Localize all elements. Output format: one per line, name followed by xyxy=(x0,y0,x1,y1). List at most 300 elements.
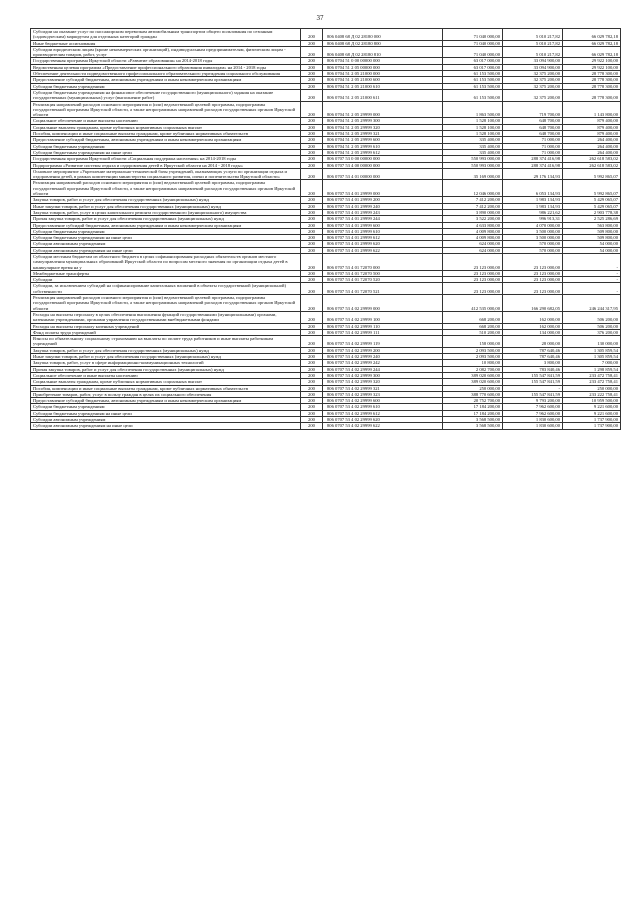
row-approved-amount-cell: 389 020 600,00 xyxy=(443,372,503,378)
row-code-cell: 200 xyxy=(301,235,323,241)
row-classification-code-cell: 806 0707 53 4 02 29999 000 xyxy=(323,295,443,312)
row-code-cell: 200 xyxy=(301,124,323,130)
row-unexecuted-amount-cell: 1 305 859,54 xyxy=(563,354,621,360)
row-approved-amount-cell: 63 017 000,00 xyxy=(443,64,503,70)
row-code-cell: 200 xyxy=(301,311,323,323)
row-unexecuted-amount-cell: 264 400,00 xyxy=(563,137,621,143)
row-name-cell: Закупка товаров, работ и услуг для обеспечения государственных (муниципальных) нужд xyxy=(31,197,301,203)
row-unexecuted-amount-cell: 5 429 065,07 xyxy=(563,203,621,209)
row-executed-amount-cell: 5 010 217,82 xyxy=(503,29,563,41)
row-name-cell: Социальное обеспечение и иные выплаты населению xyxy=(31,372,301,378)
row-classification-code-cell: 806 0707 53 4 01 29999 612 xyxy=(323,235,443,241)
row-executed-amount-cell: 28 000,00 xyxy=(503,336,563,348)
row-name-cell: Субсидии xyxy=(31,277,301,283)
row-executed-amount-cell: 134 000,00 xyxy=(503,329,563,335)
row-classification-code-cell: 806 0707 53 4 01 29999 200 xyxy=(323,197,443,203)
row-classification-code-cell: 806 0408 68 Д 02 28180 000 xyxy=(323,29,443,41)
row-executed-amount-cell: 288 374 416,98 xyxy=(503,156,563,162)
row-approved-amount-cell: 3 890 000,00 xyxy=(443,209,503,215)
row-name-cell: Иные бюджетные ассигнования xyxy=(31,40,301,46)
row-name-cell: Субсидии юридическим лицам (кроме некоммерческих организаций), индивидуальным предпринимателям, физическим лицам - производителям товаров, работ, услуг xyxy=(31,46,301,58)
row-executed-amount-cell: 9 793 200,00 xyxy=(503,398,563,404)
row-name-cell: Субсидии бюджетным учреждениям на финансовое обеспечение государственного (муниципального) задания на оказание государственных (муниципальных) услуг (выполнение работ) xyxy=(31,89,301,101)
row-code-cell: 200 xyxy=(301,404,323,410)
row-name-cell: Предоставление субсидий бюджетным, автономным учреждениям и иным некоммерческим организациям xyxy=(31,222,301,228)
row-code-cell: 200 xyxy=(301,329,323,335)
row-code-cell: 200 xyxy=(301,423,323,429)
row-approved-amount-cell: 71 040 000,00 xyxy=(443,40,503,46)
row-unexecuted-amount-cell: 2 903 778,38 xyxy=(563,209,621,215)
row-name-cell: Субсидии на оказание услуг по пассажирским перевозкам автомобильным транспортом общего пользования по сезонным (садоводческим) маршрутам для отдельных категорий граждан xyxy=(31,29,301,41)
row-executed-amount-cell: 7 962 600,00 xyxy=(503,404,563,410)
row-unexecuted-amount-cell: 5 992 865,07 xyxy=(563,180,621,197)
row-approved-amount-cell: 624 000,00 xyxy=(443,241,503,247)
row-approved-amount-cell: 23 123 000,00 xyxy=(443,283,503,295)
row-approved-amount-cell: 63 017 000,00 xyxy=(443,58,503,64)
row-unexecuted-amount-cell: 5 992 865,07 xyxy=(563,168,621,180)
row-classification-code-cell: 806 0707 53 4 02 29999 100 xyxy=(323,311,443,323)
row-code-cell: 200 xyxy=(301,283,323,295)
row-code-cell: 200 xyxy=(301,323,323,329)
row-unexecuted-amount-cell: 66 029 782,18 xyxy=(563,29,621,41)
row-unexecuted-amount-cell: 29 922 100,00 xyxy=(563,64,621,70)
row-code-cell: 200 xyxy=(301,58,323,64)
row-executed-amount-cell: 33 094 900,00 xyxy=(503,64,563,70)
row-unexecuted-amount-cell: 54 000,00 xyxy=(563,247,621,253)
row-approved-amount-cell: 10 800,00 xyxy=(443,360,503,366)
row-approved-amount-cell: 158 000,00 xyxy=(443,336,503,348)
row-approved-amount-cell: 4 009 800,00 xyxy=(443,235,503,241)
row-classification-code-cell: 806 0704 51 0 00 00000 000 xyxy=(323,58,443,64)
row-unexecuted-amount-cell: 233 222 758,41 xyxy=(563,391,621,397)
row-executed-amount-cell: 155 547 841,59 xyxy=(503,379,563,385)
row-approved-amount-cell: 510 200,00 xyxy=(443,329,503,335)
row-executed-amount-cell: 783 840,46 xyxy=(503,366,563,372)
row-name-cell: Закупка товаров, работ, услуг в сфере информационно-коммуникационных технологий xyxy=(31,360,301,366)
row-code-cell: 200 xyxy=(301,295,323,312)
row-classification-code-cell: 806 0707 53 4 02 29999 320 xyxy=(323,379,443,385)
row-unexecuted-amount-cell: 130 000,00 xyxy=(563,336,621,348)
row-code-cell: 200 xyxy=(301,203,323,209)
row-classification-code-cell: 806 0707 53 4 01 29999 240 xyxy=(323,203,443,209)
row-approved-amount-cell: 335 400,00 xyxy=(443,143,503,149)
row-classification-code-cell: 806 0704 51 2 05 29999 610 xyxy=(323,143,443,149)
row-approved-amount-cell: 2 093 500,00 xyxy=(443,354,503,360)
row-classification-code-cell: 806 0707 53 4 01 29999 000 xyxy=(323,180,443,197)
row-executed-amount-cell: 996 913,31 xyxy=(503,216,563,222)
row-name-cell: Субсидии бюджетным учреждениям xyxy=(31,404,301,410)
row-executed-amount-cell: 1 983 134,93 xyxy=(503,203,563,209)
row-name-cell: Закупка товаров, работ, услуг в целях капитального ремонта государственного (муниципального) имущества xyxy=(31,209,301,215)
row-executed-amount-cell: - xyxy=(503,385,563,391)
row-executed-amount-cell: 3 800,00 xyxy=(503,360,563,366)
row-code-cell: 200 xyxy=(301,156,323,162)
row-code-cell: 200 xyxy=(301,360,323,366)
row-code-cell: 200 xyxy=(301,241,323,247)
row-executed-amount-cell: 787 640,46 xyxy=(503,354,563,360)
row-code-cell: 200 xyxy=(301,398,323,404)
row-unexecuted-amount-cell: 66 029 782,18 xyxy=(563,40,621,46)
row-approved-amount-cell: 550 993 000,00 xyxy=(443,162,503,168)
row-name-cell: Ведомственная целевая программа «Предоставление профессионального образования инвалидам» на 2014 - 2018 годы xyxy=(31,64,301,70)
row-unexecuted-amount-cell: 233 472 758,41 xyxy=(563,372,621,378)
row-approved-amount-cell: 1 528 100,00 xyxy=(443,118,503,124)
row-unexecuted-amount-cell: 9 221 600,00 xyxy=(563,404,621,410)
row-code-cell: 200 xyxy=(301,228,323,234)
row-code-cell: 200 xyxy=(301,131,323,137)
row-classification-code-cell: 806 0707 53 4 02 29999 323 xyxy=(323,391,443,397)
row-code-cell: 200 xyxy=(301,89,323,101)
row-code-cell: 200 xyxy=(301,222,323,228)
row-name-cell: Субсидии местным бюджетам из областного бюджета в целях софинансирования расходных обязательств органов местного самоуправления муниципальных образований Иркутской области по вопросам местного значения по организации отдыха детей в каникулярное время на у xyxy=(31,253,301,270)
row-unexecuted-amount-cell: 66 029 782,18 xyxy=(563,46,621,58)
row-unexecuted-amount-cell: 1 143 800,00 xyxy=(563,101,621,118)
row-executed-amount-cell: 32 375 200,00 xyxy=(503,83,563,89)
row-approved-amount-cell: 4 633 800,00 xyxy=(443,222,503,228)
row-unexecuted-amount-cell: 7 000,00 xyxy=(563,360,621,366)
row-code-cell: 200 xyxy=(301,379,323,385)
row-code-cell: 200 xyxy=(301,143,323,149)
row-code-cell: 200 xyxy=(301,180,323,197)
row-name-cell: Фонд оплаты труда учреждений xyxy=(31,329,301,335)
row-executed-amount-cell: 648 700,00 xyxy=(503,124,563,130)
row-unexecuted-amount-cell: - xyxy=(563,283,621,295)
row-classification-code-cell: 806 0704 51 2 05 29999 321 xyxy=(323,131,443,137)
row-executed-amount-cell: 288 374 416,98 xyxy=(503,162,563,168)
row-classification-code-cell: 806 0707 53 4 02 29999 111 xyxy=(323,329,443,335)
row-executed-amount-cell: 71 000,00 xyxy=(503,149,563,155)
row-name-cell: Государственная программа Иркутской области «Социальная поддержка населения» на 2014-2018 годы xyxy=(31,156,301,162)
row-executed-amount-cell: 71 000,00 xyxy=(503,137,563,143)
row-executed-amount-cell: 4 070 000,00 xyxy=(503,222,563,228)
row-name-cell: Субсидии бюджетным учреждениям на иные цели xyxy=(31,410,301,416)
row-name-cell: Государственная программа Иркутской области «Развитие образования» на 2014-2018 годы xyxy=(31,58,301,64)
row-executed-amount-cell: 23 123 000,00 xyxy=(503,270,563,276)
row-executed-amount-cell: 5 010 217,82 xyxy=(503,40,563,46)
row-code-cell: 200 xyxy=(301,168,323,180)
row-executed-amount-cell: 71 000,00 xyxy=(503,143,563,149)
row-code-cell: 200 xyxy=(301,410,323,416)
row-name-cell: Субсидии бюджетным учреждениям на иные цели xyxy=(31,149,301,155)
row-classification-code-cell: 806 0707 53 4 02 29999 321 xyxy=(323,385,443,391)
row-classification-code-cell: 806 0704 51 2 05 29999 320 xyxy=(323,124,443,130)
row-classification-code-cell: 806 0704 51 2 05 21000 610 xyxy=(323,83,443,89)
row-classification-code-cell: 806 0707 53 4 01 72070 521 xyxy=(323,283,443,295)
row-unexecuted-amount-cell: 29 922 100,00 xyxy=(563,58,621,64)
row-unexecuted-amount-cell: 5 429 065,07 xyxy=(563,197,621,203)
row-approved-amount-cell: 550 993 000,00 xyxy=(443,156,503,162)
row-name-cell: Субсидии бюджетным учреждениям xyxy=(31,83,301,89)
row-approved-amount-cell: 668 200,00 xyxy=(443,323,503,329)
row-approved-amount-cell: 7 412 200,00 xyxy=(443,203,503,209)
row-executed-amount-cell: 23 123 000,00 xyxy=(503,277,563,283)
row-approved-amount-cell: 3 568 500,00 xyxy=(443,417,503,423)
row-name-cell: Субсидии бюджетным учреждениям xyxy=(31,228,301,234)
row-classification-code-cell: 806 0707 53 4 00 00000 000 xyxy=(323,162,443,168)
row-classification-code-cell: 806 0707 53 4 01 29999 244 xyxy=(323,216,443,222)
row-name-cell: Приобретение товаров, работ, услуг в пользу граждан в целях их социального обеспечения xyxy=(31,391,301,397)
row-unexecuted-amount-cell: 563 800,00 xyxy=(563,222,621,228)
row-unexecuted-amount-cell: 1 737 900,00 xyxy=(563,417,621,423)
row-classification-code-cell: 806 0707 53 4 02 29999 119 xyxy=(323,336,443,348)
row-name-cell: Иные закупки товаров, работ и услуг для обеспечения государственных (муниципальных) нужд xyxy=(31,354,301,360)
row-code-cell: 200 xyxy=(301,277,323,283)
row-code-cell: 200 xyxy=(301,417,323,423)
row-approved-amount-cell: 23 123 000,00 xyxy=(443,253,503,270)
row-code-cell: 200 xyxy=(301,209,323,215)
table-body xyxy=(31,29,621,430)
row-code-cell: 200 xyxy=(301,118,323,124)
row-unexecuted-amount-cell: 233 472 758,41 xyxy=(563,379,621,385)
row-approved-amount-cell: 335 400,00 xyxy=(443,137,503,143)
table-row xyxy=(31,168,621,180)
row-approved-amount-cell: 1 863 500,00 xyxy=(443,101,503,118)
row-code-cell: 200 xyxy=(301,29,323,41)
row-classification-code-cell: 806 0704 51 2 05 29999 600 xyxy=(323,137,443,143)
row-unexecuted-amount-cell: 376 200,00 xyxy=(563,329,621,335)
row-classification-code-cell: 806 0704 51 2 05 29999 000 xyxy=(323,101,443,118)
row-code-cell: 200 xyxy=(301,336,323,348)
row-unexecuted-amount-cell: 28 778 300,00 xyxy=(563,83,621,89)
row-unexecuted-amount-cell: 246 244 317,95 xyxy=(563,295,621,312)
table-row xyxy=(31,311,621,323)
row-executed-amount-cell: 986 221,62 xyxy=(503,209,563,215)
row-executed-amount-cell: 570 000,00 xyxy=(503,241,563,247)
row-unexecuted-amount-cell: - xyxy=(563,270,621,276)
row-approved-amount-cell: 23 123 000,00 xyxy=(443,277,503,283)
row-name-cell: Иные закупки товаров, работ и услуг для обеспечения государственных (муниципальных) нужд xyxy=(31,203,301,209)
row-approved-amount-cell: 335 400,00 xyxy=(443,149,503,155)
row-name-cell: Предоставление субсидий бюджетным, автономным учреждениям и иным некоммерческим организациям xyxy=(31,398,301,404)
row-unexecuted-amount-cell: 262 618 583,02 xyxy=(563,162,621,168)
row-unexecuted-amount-cell: - xyxy=(563,253,621,270)
row-executed-amount-cell: 719 700,00 xyxy=(503,101,563,118)
row-executed-amount-cell: 7 962 600,00 xyxy=(503,410,563,416)
row-approved-amount-cell: 1 528 100,00 xyxy=(443,131,503,137)
row-executed-amount-cell: 32 375 200,00 xyxy=(503,89,563,101)
row-unexecuted-amount-cell: 879 400,00 xyxy=(563,118,621,124)
row-name-cell: Пособия, компенсации и иные социальные выплаты гражданам, кроме публичных нормативных обязательств xyxy=(31,131,301,137)
row-approved-amount-cell: 389 020 600,00 xyxy=(443,379,503,385)
row-unexecuted-amount-cell: 28 778 300,00 xyxy=(563,77,621,83)
row-executed-amount-cell: 155 547 841,59 xyxy=(503,391,563,397)
row-executed-amount-cell: 23 123 000,00 xyxy=(503,253,563,270)
row-executed-amount-cell: 162 000,00 xyxy=(503,311,563,323)
row-approved-amount-cell: 61 153 500,00 xyxy=(443,77,503,83)
row-code-cell: 200 xyxy=(301,216,323,222)
row-code-cell: 200 xyxy=(301,101,323,118)
row-unexecuted-amount-cell: 54 000,00 xyxy=(563,241,621,247)
row-classification-code-cell: 806 0707 53 4 01 29999 622 xyxy=(323,247,443,253)
row-classification-code-cell: 806 0707 53 4 01 29999 610 xyxy=(323,228,443,234)
row-approved-amount-cell: 668 200,00 xyxy=(443,311,503,323)
row-unexecuted-amount-cell: 506 200,00 xyxy=(563,323,621,329)
row-approved-amount-cell: 17 184 200,00 xyxy=(443,410,503,416)
row-name-cell: Подпрограмма «Развитие системы отдыха и оздоровления детей в Иркутской области на 2014 - 2018 годы» xyxy=(31,162,301,168)
row-name-cell: Субсидии бюджетным учреждениям на иные цели xyxy=(31,235,301,241)
row-classification-code-cell: 806 0707 53 4 02 29999 242 xyxy=(323,360,443,366)
row-executed-amount-cell: 648 700,00 xyxy=(503,118,563,124)
row-name-cell: Предоставление субсидий бюджетным, автономным учреждениям и иным некоммерческим организациям xyxy=(31,137,301,143)
row-executed-amount-cell: 1 830 600,00 xyxy=(503,417,563,423)
row-classification-code-cell: 806 0707 53 4 02 29999 110 xyxy=(323,323,443,329)
row-code-cell: 200 xyxy=(301,71,323,77)
row-classification-code-cell: 806 0704 51 2 05 29999 612 xyxy=(323,149,443,155)
row-name-cell: Социальное обеспечение и иные выплаты населению xyxy=(31,118,301,124)
row-name-cell: Основное мероприятие «Укрепление материально-технической базы учреждений, оказывающих услуги по организации отдыха и оздоровления детей, в рамках компетенции министерства социального развития, опеки и попечительства Иркутской области» xyxy=(31,168,301,180)
row-classification-code-cell: 806 0707 53 4 01 00000 000 xyxy=(323,168,443,180)
row-approved-amount-cell: 7 412 200,00 xyxy=(443,197,503,203)
row-approved-amount-cell: 61 153 500,00 xyxy=(443,89,503,101)
row-name-cell: Расходы на выплаты персоналу казенных учреждений xyxy=(31,323,301,329)
row-executed-amount-cell: 1 983 134,93 xyxy=(503,197,563,203)
table-row xyxy=(31,180,621,197)
row-executed-amount-cell: 6 053 134,93 xyxy=(503,180,563,197)
row-code-cell: 200 xyxy=(301,372,323,378)
row-approved-amount-cell: 624 000,00 xyxy=(443,247,503,253)
row-name-cell: Прочая закупка товаров, работ и услуг для обеспечения государственных (муниципальных) нужд xyxy=(31,366,301,372)
row-unexecuted-amount-cell: 28 778 300,00 xyxy=(563,71,621,77)
row-classification-code-cell: 806 0707 53 4 01 29999 243 xyxy=(323,209,443,215)
table-row xyxy=(31,336,621,348)
row-executed-amount-cell: 29 176 134,93 xyxy=(503,168,563,180)
row-name-cell: Субсидии автономным учреждениям на иные цели xyxy=(31,423,301,429)
row-approved-amount-cell: 61 153 500,00 xyxy=(443,83,503,89)
table-row xyxy=(31,101,621,118)
row-approved-amount-cell: 35 169 000,00 xyxy=(443,168,503,180)
row-name-cell: Межбюджетные трансферты xyxy=(31,270,301,276)
row-code-cell: 200 xyxy=(301,64,323,70)
row-code-cell: 200 xyxy=(301,366,323,372)
row-classification-code-cell: 806 0707 53 4 01 72070 520 xyxy=(323,277,443,283)
row-approved-amount-cell: 20 752 700,00 xyxy=(443,398,503,404)
row-classification-code-cell: 806 0707 53 4 02 29999 622 xyxy=(323,423,443,429)
row-classification-code-cell: 806 0707 53 0 00 00000 000 xyxy=(323,156,443,162)
row-name-cell: Пособия, компенсации и иные социальные выплаты гражданам, кроме публичных нормативных обязательств xyxy=(31,385,301,391)
table-row xyxy=(31,253,621,270)
row-classification-code-cell: 806 0707 53 4 02 29999 610 xyxy=(323,404,443,410)
row-code-cell: 200 xyxy=(301,270,323,276)
row-unexecuted-amount-cell: 262 618 583,02 xyxy=(563,156,621,162)
row-name-cell: Предоставление субсидий бюджетным, автономным учреждениям и иным некоммерческим организациям xyxy=(31,77,301,83)
row-approved-amount-cell: 71 040 000,00 xyxy=(443,29,503,41)
budget-execution-table xyxy=(30,28,621,430)
row-name-cell: Субсидии, за исключением субсидий на софинансирование капитальных вложений в объекты государственной (муниципальной) собственности xyxy=(31,283,301,295)
row-name-cell: Социальные выплаты гражданам, кроме публичных нормативных социальных выплат xyxy=(31,379,301,385)
row-approved-amount-cell: 250 000,00 xyxy=(443,385,503,391)
row-approved-amount-cell: 2 082 700,00 xyxy=(443,366,503,372)
row-executed-amount-cell: 1 830 600,00 xyxy=(503,423,563,429)
row-executed-amount-cell: 32 375 200,00 xyxy=(503,77,563,83)
row-code-cell: 200 xyxy=(301,46,323,58)
row-unexecuted-amount-cell: 1 298 859,54 xyxy=(563,366,621,372)
row-classification-code-cell: 806 0707 53 4 02 29999 600 xyxy=(323,398,443,404)
row-name-cell: Социальные выплаты гражданам, кроме публичных нормативных социальных выплат xyxy=(31,124,301,130)
row-executed-amount-cell: 155 547 841,59 xyxy=(503,372,563,378)
row-code-cell: 200 xyxy=(301,197,323,203)
row-classification-code-cell: 806 0707 53 4 02 29999 300 xyxy=(323,372,443,378)
table-row xyxy=(31,46,621,58)
row-name-cell: Взносы по обязательному социальному страхованию на выплаты по оплате труда работников и иные выплаты работникам учреждений xyxy=(31,336,301,348)
row-classification-code-cell: 806 0707 53 4 02 29999 244 xyxy=(323,366,443,372)
row-approved-amount-cell: 412 535 000,00 xyxy=(443,295,503,312)
row-classification-code-cell: 806 0704 51 2 05 21000 600 xyxy=(323,77,443,83)
table-row xyxy=(31,29,621,41)
row-name-cell: Обеспечение деятельности подведомственного профессионального образовательного учреждения социального обслуживания xyxy=(31,71,301,77)
row-approved-amount-cell: 17 184 200,00 xyxy=(443,404,503,410)
row-code-cell: 200 xyxy=(301,247,323,253)
row-name-cell: Субсидии бюджетным учреждениям xyxy=(31,143,301,149)
row-unexecuted-amount-cell: 509 800,00 xyxy=(563,235,621,241)
row-classification-code-cell: 806 0707 53 4 02 29999 200 xyxy=(323,347,443,353)
row-code-cell: 200 xyxy=(301,354,323,360)
row-unexecuted-amount-cell: 2 525 286,69 xyxy=(563,216,621,222)
row-classification-code-cell: 806 0707 53 4 01 72070 000 xyxy=(323,253,443,270)
row-approved-amount-cell: 388 770 600,00 xyxy=(443,391,503,397)
row-unexecuted-amount-cell: 509 800,00 xyxy=(563,228,621,234)
row-name-cell: Расходы на выплаты персоналу в целях обеспечения выполнения функций государственными (муниципальными) органами, казенными учреждениями, органами управления государственными внебюджетными фондами xyxy=(31,311,301,323)
row-approved-amount-cell: 12 046 000,00 xyxy=(443,180,503,197)
row-name-cell: Субсидии автономным учреждениям xyxy=(31,241,301,247)
row-code-cell: 200 xyxy=(301,391,323,397)
row-approved-amount-cell: 23 123 000,00 xyxy=(443,270,503,276)
row-unexecuted-amount-cell: 10 959 500,00 xyxy=(563,398,621,404)
row-code-cell: 200 xyxy=(301,347,323,353)
row-unexecuted-amount-cell: 250 000,00 xyxy=(563,385,621,391)
page-number: 37 xyxy=(316,14,324,22)
row-code-cell: 200 xyxy=(301,385,323,391)
budget-execution-table-container xyxy=(30,28,620,430)
row-code-cell: 200 xyxy=(301,83,323,89)
row-executed-amount-cell: 166 290 682,05 xyxy=(503,295,563,312)
row-classification-code-cell: 806 0707 53 4 01 29999 620 xyxy=(323,241,443,247)
row-unexecuted-amount-cell: 264 400,00 xyxy=(563,143,621,149)
row-unexecuted-amount-cell: 1 305 859,54 xyxy=(563,347,621,353)
row-classification-code-cell: 806 0707 53 4 01 29999 600 xyxy=(323,222,443,228)
row-name-cell: Реализация направлений расходов основного мероприятия и (или) ведомственной целевой программы, подпрограммы государственной программы Иркутской области, а также непрограммных направлений расходов государственных органов Иркутской области xyxy=(31,295,301,312)
row-name-cell: Прочая закупка товаров, работ и услуг для обеспечения государственных (муниципальных) нужд xyxy=(31,216,301,222)
row-classification-code-cell: 806 0707 53 4 02 29999 620 xyxy=(323,417,443,423)
table-row xyxy=(31,423,621,429)
row-unexecuted-amount-cell: 879 400,00 xyxy=(563,131,621,137)
row-name-cell: Реализация направлений расходов основного мероприятия и (или) ведомственной целевой программы, подпрограммы государственной программы Иркутской области, а также непрограммных направлений расходов государственных органов Иркутской области xyxy=(31,101,301,118)
row-approved-amount-cell: 71 040 000,00 xyxy=(443,46,503,58)
row-executed-amount-cell: 648 700,00 xyxy=(503,131,563,137)
row-classification-code-cell: 806 0704 51 2 05 00000 000 xyxy=(323,64,443,70)
row-executed-amount-cell: 3 500 000,00 xyxy=(503,235,563,241)
row-executed-amount-cell: 5 010 217,82 xyxy=(503,46,563,58)
row-classification-code-cell: 806 0704 51 2 05 29999 300 xyxy=(323,118,443,124)
row-approved-amount-cell: 2 093 500,00 xyxy=(443,347,503,353)
row-unexecuted-amount-cell: 879 400,00 xyxy=(563,124,621,130)
row-classification-code-cell: 806 0707 53 4 02 29999 612 xyxy=(323,410,443,416)
row-classification-code-cell: 806 0707 53 4 02 29999 240 xyxy=(323,354,443,360)
row-code-cell: 200 xyxy=(301,162,323,168)
row-code-cell: 200 xyxy=(301,40,323,46)
row-code-cell: 200 xyxy=(301,77,323,83)
row-name-cell: Субсидии автономным учреждениям xyxy=(31,417,301,423)
row-approved-amount-cell: 3 522 200,00 xyxy=(443,216,503,222)
row-unexecuted-amount-cell: 28 778 300,00 xyxy=(563,89,621,101)
row-executed-amount-cell: 33 094 900,00 xyxy=(503,58,563,64)
row-executed-amount-cell: 570 000,00 xyxy=(503,247,563,253)
row-approved-amount-cell: 3 568 500,00 xyxy=(443,423,503,429)
table-row xyxy=(31,283,621,295)
row-executed-amount-cell: 3 500 000,00 xyxy=(503,228,563,234)
row-unexecuted-amount-cell: 9 221 600,00 xyxy=(563,410,621,416)
row-code-cell: 200 xyxy=(301,149,323,155)
row-name-cell: Субсидии автономным учреждениям на иные цели xyxy=(31,247,301,253)
